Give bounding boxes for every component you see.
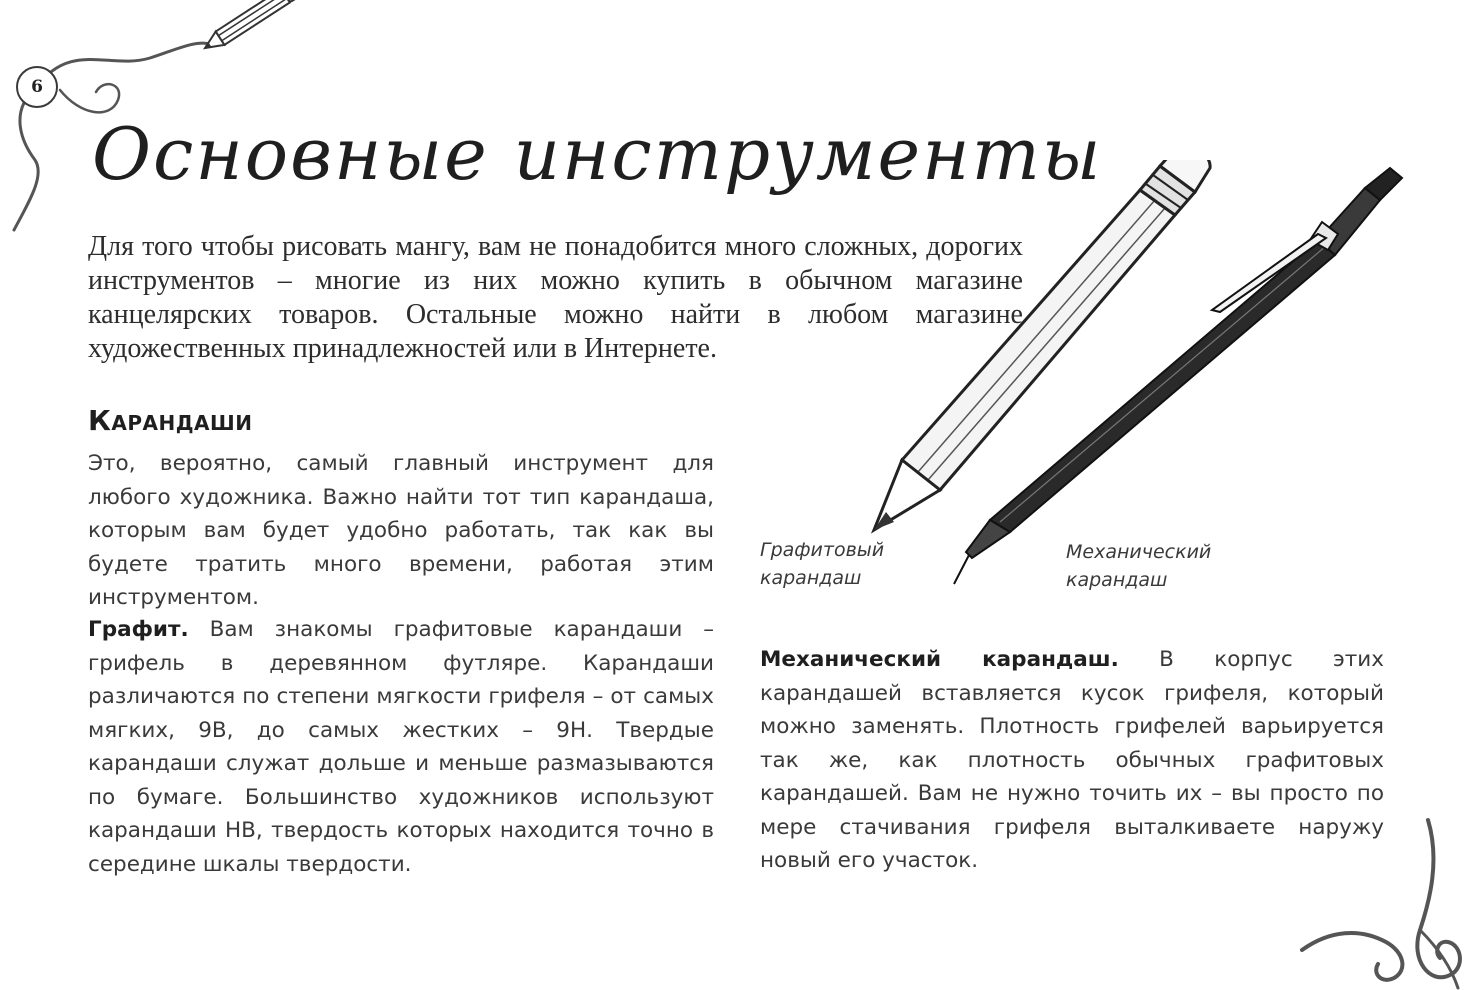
intro-paragraph: Для того чтобы рисовать мангу, вам не понадобится много сложных, дорогих инструментов – многие из них можно купить в обычном магазине канцелярских товаров. Остальные можно найти в любом магазине художественных принадлежностей или в Интернете. [88, 231, 1023, 364]
page-title: Основные инструменты [92, 112, 1103, 196]
section-heading: Карандаши [88, 404, 253, 437]
pencils-intro-paragraph: Это, вероятно, самый главный инструмент для любого художника. Важно найти тот тип карандаша, которым вам будет удобно работать, так как вы будете тратить много времени, работая этим инструментом. [88, 451, 714, 610]
swirl-ornament-icon [1290, 810, 1464, 990]
graphite-paragraph [88, 613, 714, 881]
page-number: 6 [16, 66, 58, 108]
pencils-illustration [840, 160, 1440, 600]
mechanical-text: В корпус этих карандашей вставляется кусок грифеля, который можно заменять. Плотность грифелей варьируется так же, как плотность обычных графитовых карандашей. Вам не нужно точить их – вы просто по мере стачивания грифеля выталкиваете наружу новый его участок. [760, 647, 1384, 873]
graphite-pencil-caption: Графитовый карандаш [760, 539, 885, 589]
graphite-text: Вам знакомы графитовые карандаши – грифель в деревянном футляре. Карандаши различаются по степени мягкости грифеля – от самых мягких, 9В, до самых жестких – 9Н. Твердые карандаши служат дольше и меньше размазываются по бумаге. Большинство художников используют карандаши НВ, твердость которых находится точно в середине шкалы твердости. [88, 617, 714, 877]
graphite-term: Графит. [88, 617, 189, 642]
mechanical-pencil-caption: Механический карандаш [1066, 541, 1212, 591]
mechanical-term: Механический карандаш. [760, 647, 1119, 672]
